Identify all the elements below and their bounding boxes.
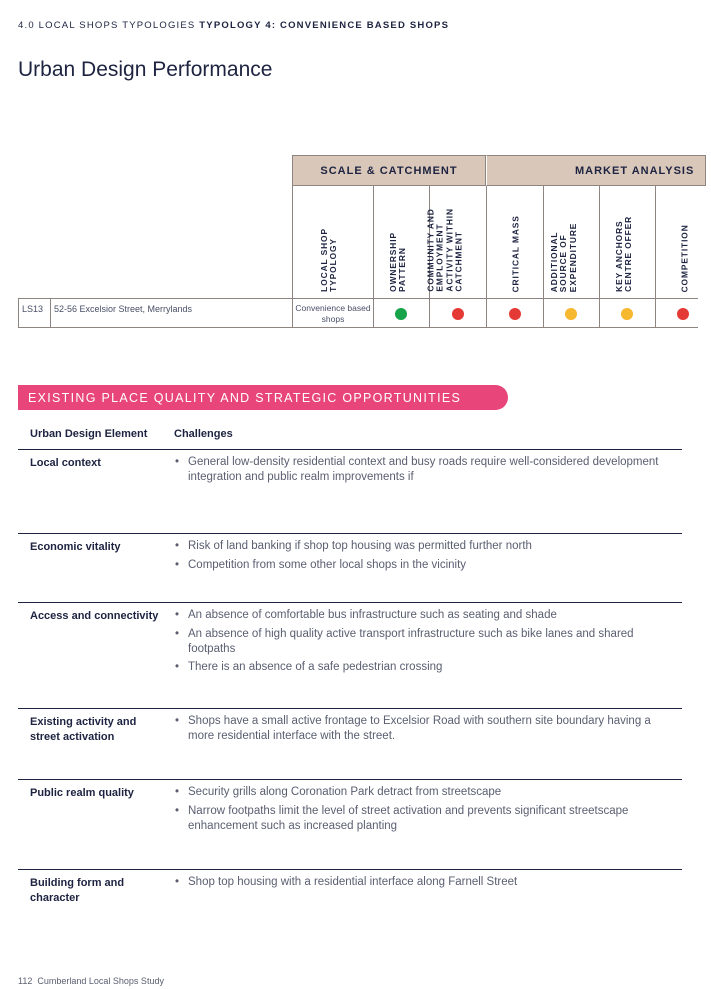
rating-dot-competition (677, 308, 689, 320)
col-local-shop-typology (292, 186, 373, 298)
col-label: KEY ANCHORS CENTRE OFFER (613, 216, 634, 292)
col-critical-mass (486, 186, 543, 298)
cell-divider (599, 299, 600, 327)
challenge-text: There is an absence of a safe pedestrian crossing (188, 661, 443, 673)
list-item (174, 627, 674, 657)
page-title: Urban Design Performance (18, 58, 273, 81)
challenge-text: An absence of comfortable bus infrastructure such as seating and shade (188, 609, 557, 621)
list-item (174, 785, 674, 800)
rating-dot-key-anchors (621, 308, 633, 320)
bullet-icon: • (175, 558, 180, 571)
section-banner: EXISTING PLACE QUALITY AND STRATEGIC OPPORTUNITIES (18, 385, 508, 410)
cell-divider (543, 299, 544, 327)
cell-divider (373, 299, 374, 327)
element-label: Access and connectivity (30, 610, 159, 622)
list-item (174, 804, 674, 834)
challenges-list (174, 539, 674, 576)
col-label: COMMUNITY AND EMPLOYMENT ACTIVITY WITHIN CATCHMENT (425, 208, 464, 292)
section-label: 4.0 LOCAL SHOPS TYPOLOGIES (18, 20, 196, 31)
bullet-icon: • (175, 715, 180, 727)
table-row (18, 449, 682, 534)
bullet-icon: • (175, 804, 180, 817)
table-row (18, 533, 682, 603)
challenges-list (174, 785, 674, 837)
list-item (174, 875, 674, 890)
bullet-icon: • (175, 876, 180, 888)
challenges-list (174, 455, 674, 489)
rating-dot-additional-expenditure (565, 308, 577, 320)
col-label: COMPETITION (679, 223, 690, 292)
col-label: OWNERSHIP PATTERN (387, 232, 408, 292)
assessment-row (18, 298, 698, 328)
table-row (18, 869, 682, 930)
page-number: 112 (18, 976, 33, 986)
col-header-challenges: Challenges (174, 428, 233, 440)
challenge-text: Narrow footpaths limit the level of street activation and prevents significant streetscape enhancement such as increased planting (188, 804, 629, 832)
typology-label: TYPOLOGY 4: CONVENIENCE BASED SHOPS (199, 20, 450, 31)
col-key-anchors (599, 186, 655, 298)
col-additional-expenditure (543, 186, 599, 298)
col-competition (655, 186, 711, 298)
page-header (18, 20, 449, 31)
list-item (174, 539, 674, 554)
rating-dot-ownership-pattern (395, 308, 407, 320)
column-headers (292, 186, 692, 298)
bullet-icon: • (175, 609, 180, 621)
group-market-analysis: MARKET ANALYSIS (486, 155, 706, 186)
challenge-text: Security grills along Coronation Park detract from streetscape (188, 786, 502, 798)
challenge-text: Shops have a small active frontage to Excelsior Road with southern site boundary having a more residential interface with the street. (188, 715, 651, 742)
col-community-employment (425, 186, 486, 298)
cell-divider (429, 299, 430, 327)
challenge-text: Shop top housing with a residential interface along Farnell Street (188, 876, 518, 888)
element-label: Existing activity and street activation (30, 716, 137, 743)
bullet-icon: • (175, 540, 180, 552)
page-footer (18, 976, 164, 986)
col-label: LOCAL SHOP TYPOLOGY (319, 228, 339, 292)
bullet-icon: • (175, 786, 180, 798)
cell-divider (486, 299, 487, 327)
bullet-icon: • (175, 661, 180, 673)
element-label: Local context (30, 457, 101, 469)
list-item (174, 558, 674, 573)
group-scale-catchment: SCALE & CATCHMENT (292, 155, 486, 186)
bullet-icon: • (175, 627, 180, 640)
challenges-list (174, 608, 674, 679)
col-ownership-pattern (373, 186, 429, 298)
challenge-text: General low-density residential context and busy roads require well-considered development integration and public realm improvements if (188, 456, 659, 483)
challenge-text: Risk of land banking if shop top housing was permitted further north (188, 540, 532, 552)
rating-dot-critical-mass (509, 308, 521, 320)
element-label: Public realm quality (30, 787, 134, 799)
list-item (174, 608, 674, 623)
cell-divider (655, 299, 656, 327)
list-item (174, 660, 674, 675)
shop-address: 52-56 Excelsior Street, Merrylands (50, 299, 292, 327)
challenges-list (174, 714, 674, 748)
rating-dot-community-employment (452, 308, 464, 320)
list-item (174, 714, 674, 744)
challenge-text: Competition from some other local shops in the vicinity (188, 558, 467, 571)
study-name: Cumberland Local Shops Study (37, 976, 164, 986)
table-row (18, 779, 682, 870)
col-label: ADDITIONAL SOURCE OF EXPENDITURE (548, 222, 578, 292)
challenge-text: An absence of high quality active transport infrastructure such as bike lanes and shared footpaths (188, 627, 634, 655)
shop-code: LS13 (18, 299, 50, 327)
shop-typology: Convenience based shops (292, 299, 373, 327)
element-label: Building form and character (30, 877, 125, 904)
element-label: Economic vitality (30, 541, 121, 553)
table-row (18, 602, 682, 709)
col-header-element: Urban Design Element (30, 428, 148, 440)
col-label: CRITICAL MASS (510, 214, 521, 292)
table-row (18, 708, 682, 780)
challenges-list (174, 875, 674, 894)
list-item (174, 455, 674, 485)
bullet-icon: • (175, 456, 180, 468)
